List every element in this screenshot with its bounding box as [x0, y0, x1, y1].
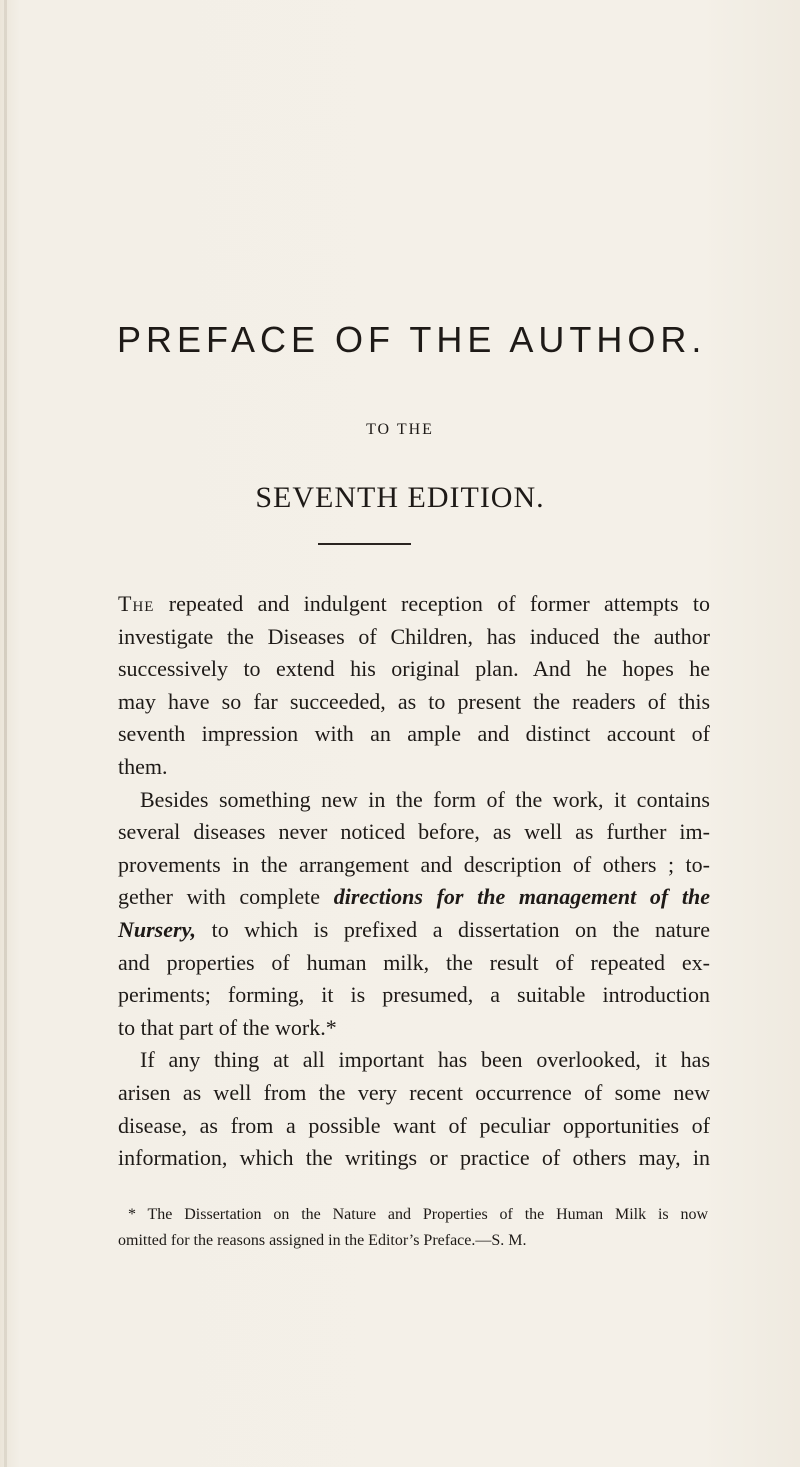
section-divider: [318, 543, 411, 545]
text-line: disease, as from a possible want of peculiar opportunities of: [118, 1112, 710, 1138]
text-line: [118, 588, 710, 621]
italic-fragment: Nursery,: [118, 916, 197, 942]
subtitle-to-the: TO THE: [366, 421, 434, 438]
text-line: information, which the writings or practice of others may, in: [118, 1145, 710, 1171]
edition-heading: SEVENTH EDITION.: [255, 481, 545, 514]
text-line: may have so far succeeded, as to present the readers of this: [118, 688, 710, 714]
drop-word: The: [118, 591, 155, 616]
footnote-line: omitted for the reasons assigned in the Editor’s Preface.—S. M.: [118, 1232, 527, 1249]
footnote: [118, 1202, 708, 1254]
text-line: them.: [118, 753, 168, 779]
text-line: If any thing at all important has been overlooked, it has: [140, 1047, 710, 1073]
text-line: investigate the Diseases of Children, has induced the author: [118, 623, 710, 649]
text-fragment: repeated and indulgent reception of former attempts to: [154, 591, 710, 616]
footnote-line: * The Dissertation on the Nature and Properties of the Human Milk is now: [128, 1206, 708, 1223]
text-line: arisen as well from the very recent occurrence of some new: [118, 1079, 710, 1105]
text-line: [118, 881, 710, 914]
italic-fragment: directions for the management of the: [333, 884, 711, 910]
text-fragment: to which is prefixed a dissertation on the nature: [196, 916, 710, 942]
text-line: successively to extend his original plan. And he hopes he: [118, 656, 710, 682]
text-line: seventh impression with an ample and distinct account of: [118, 721, 710, 747]
text-line: periments; forming, it is presumed, a suitable introduction: [118, 982, 710, 1008]
text-line: to that part of the work.*: [118, 1014, 337, 1040]
text-fragment: gether with complete: [118, 884, 334, 910]
text-line: [118, 914, 710, 947]
preface-body: [118, 588, 710, 1175]
page-gutter: [4, 0, 7, 1467]
text-line: provements in the arrangement and description of others ; to-: [118, 851, 710, 877]
text-line: Besides something new in the form of the work, it contains: [140, 786, 710, 812]
text-line: and properties of human milk, the result of repeated ex-: [118, 949, 710, 975]
page-title: PREFACE OF THE AUTHOR.: [117, 319, 707, 360]
text-line: several diseases never noticed before, as well as further im-: [118, 819, 710, 845]
